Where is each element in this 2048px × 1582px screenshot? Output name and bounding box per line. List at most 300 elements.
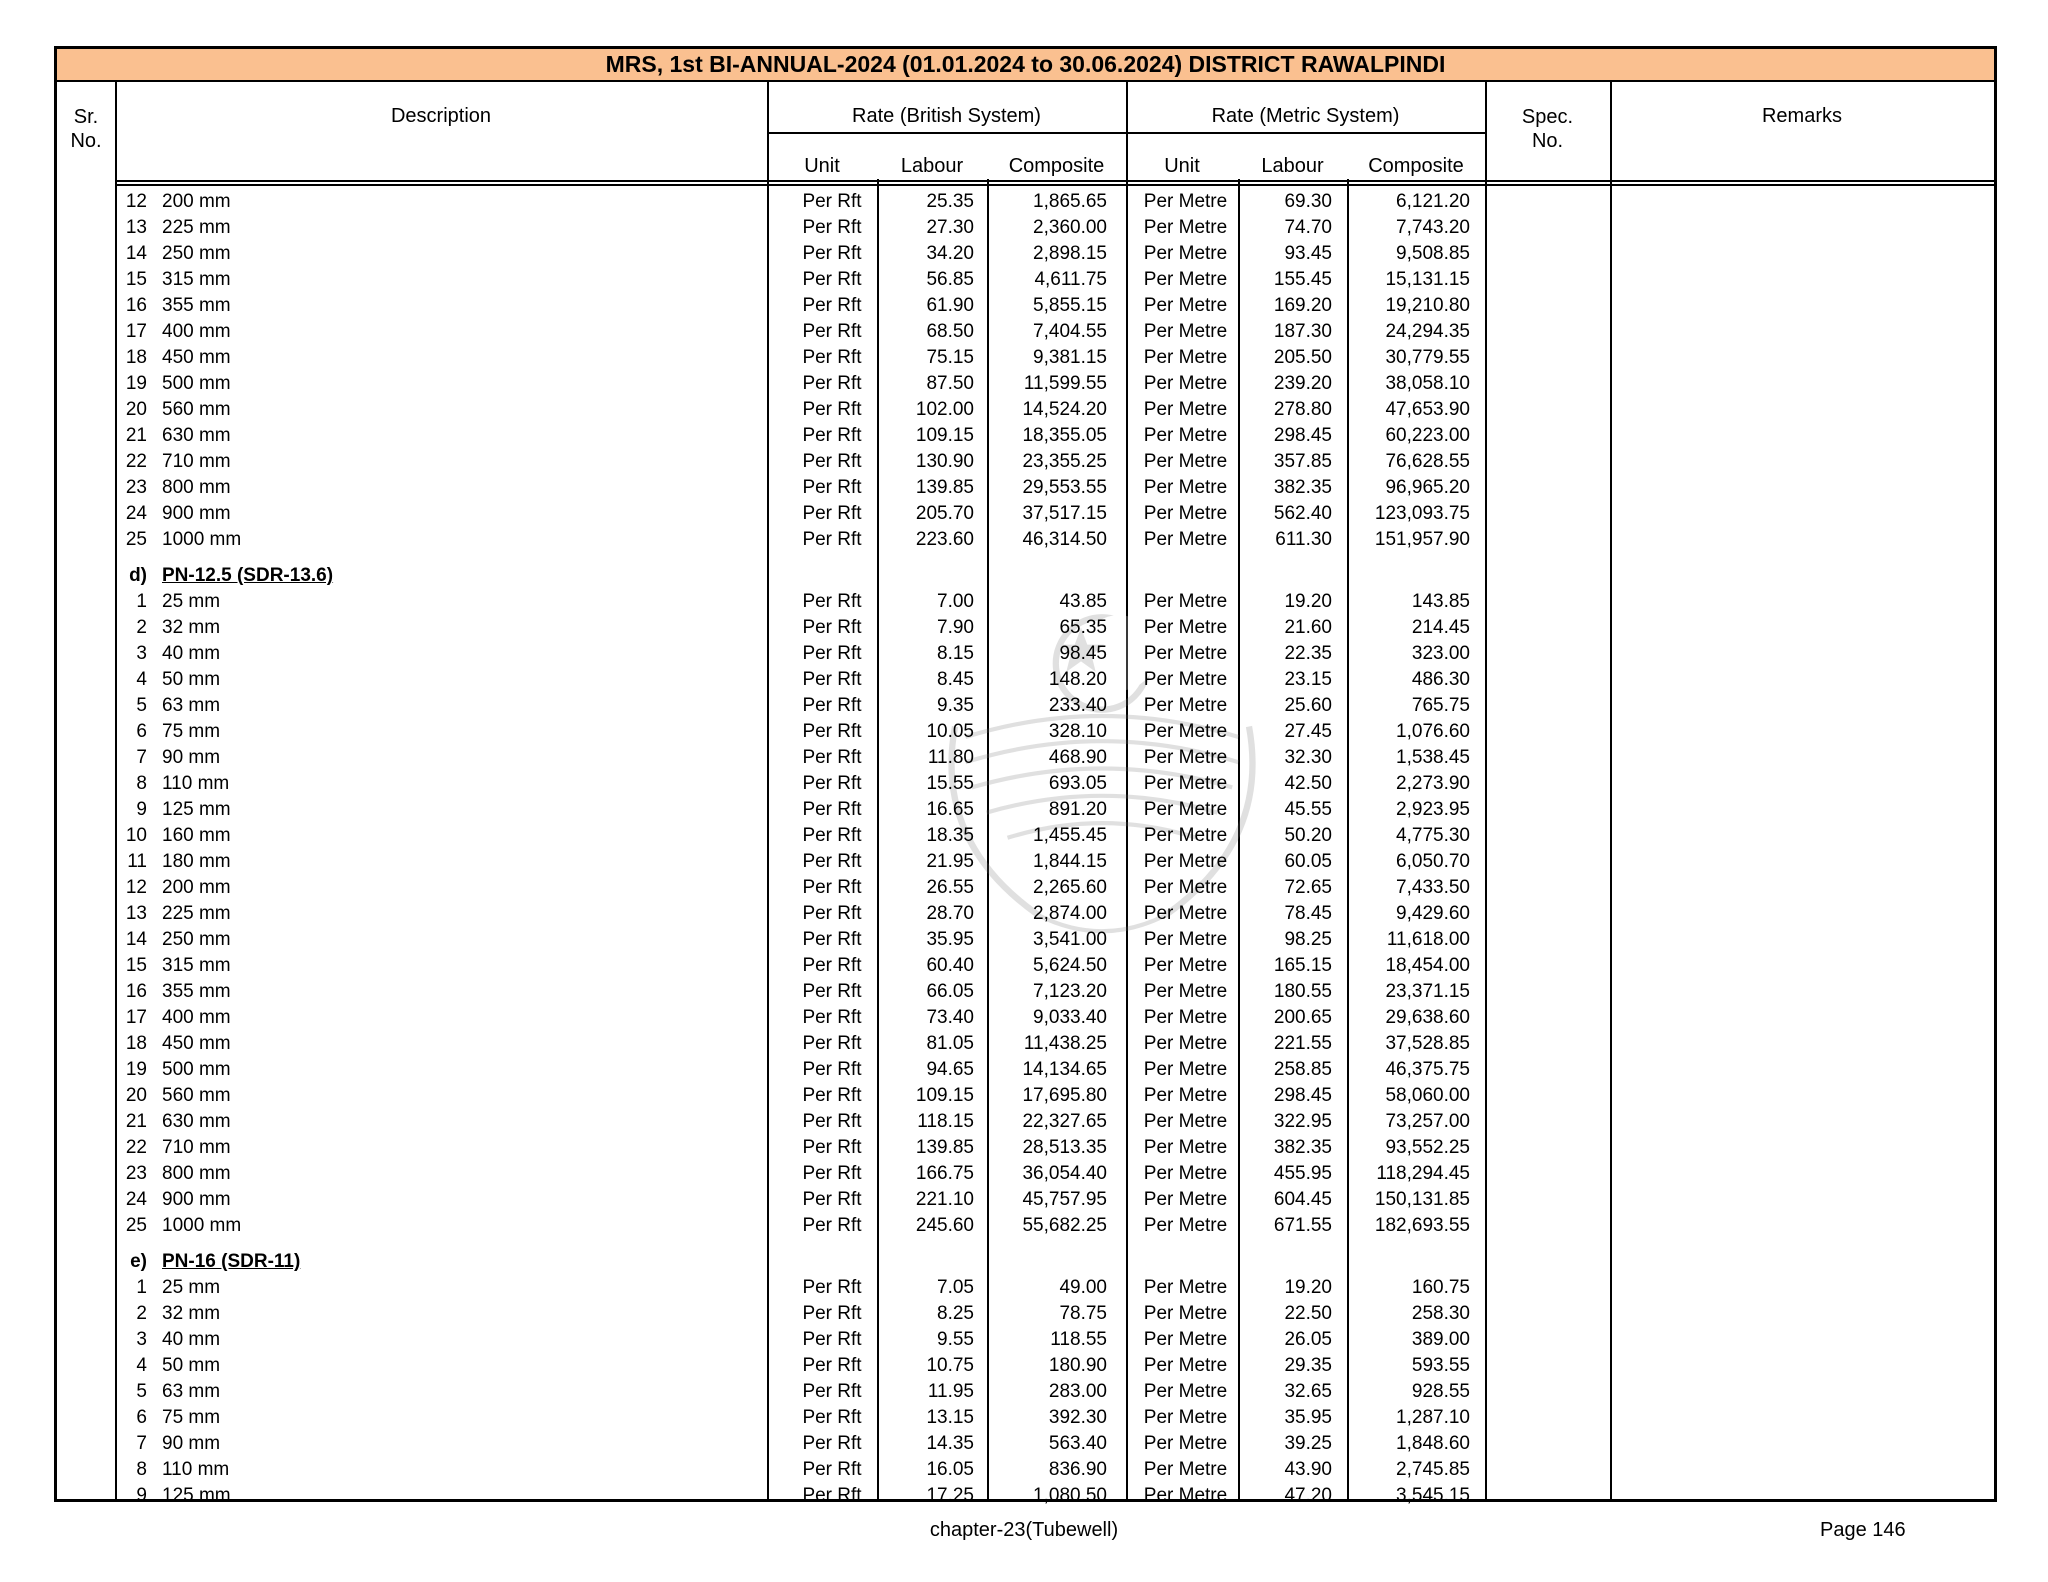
composite-metric-cell: 143.85: [1411, 591, 1470, 612]
sr-cell: 21: [125, 425, 147, 446]
unit-british-cell: Per Rft: [802, 347, 862, 368]
composite-british-cell: 2,265.60: [1033, 877, 1107, 898]
composite-metric-cell: 118,294.45: [1376, 1163, 1470, 1184]
unit-metric-cell: Per Metre: [1143, 1485, 1228, 1506]
unit-british-cell: Per Rft: [802, 217, 862, 238]
composite-british-cell: 1,865.65: [1033, 191, 1107, 212]
labour-british-cell: 21.95: [926, 851, 974, 872]
labour-british-cell: 9.55: [937, 1329, 974, 1350]
sr-cell: 20: [125, 399, 147, 420]
table-row: [57, 1379, 1994, 1405]
unit-british-cell: Per Rft: [802, 1355, 862, 1376]
sr-cell: 19: [125, 1059, 147, 1080]
table-row: [57, 1057, 1994, 1083]
labour-british-cell: 94.65: [926, 1059, 974, 1080]
labour-metric-cell: 43.90: [1284, 1459, 1332, 1480]
unit-metric-cell: Per Metre: [1143, 773, 1228, 794]
unit-british-cell: Per Rft: [802, 373, 862, 394]
composite-british-cell: 55,682.25: [1022, 1215, 1107, 1236]
description-cell: 225 mm: [162, 903, 231, 924]
description-cell: 180 mm: [162, 851, 231, 872]
header-divider: [767, 132, 1485, 134]
labour-british-cell: 27.30: [926, 217, 974, 238]
rate-table: [54, 46, 1997, 1506]
description-cell: 630 mm: [162, 1111, 231, 1132]
labour-metric-cell: 382.35: [1273, 1137, 1332, 1158]
table-row: [57, 371, 1994, 397]
composite-british-cell: 4,611.75: [1034, 269, 1107, 290]
sr-cell: 7: [136, 747, 147, 768]
unit-metric-cell: Per Metre: [1143, 825, 1228, 846]
labour-british-cell: 245.60: [915, 1215, 974, 1236]
unit-metric-cell: Per Metre: [1143, 851, 1228, 872]
labour-metric-cell: 23.15: [1284, 669, 1332, 690]
table-row: [57, 1187, 1994, 1213]
labour-british-cell: 130.90: [915, 451, 974, 472]
sr-cell: 13: [125, 903, 147, 924]
unit-metric-cell: Per Metre: [1143, 477, 1228, 498]
labour-british-cell: 87.50: [926, 373, 974, 394]
labour-metric-cell: 19.20: [1284, 1277, 1332, 1298]
labour-metric-cell: 22.50: [1284, 1303, 1332, 1324]
unit-metric-cell: Per Metre: [1143, 695, 1228, 716]
header-rate-metric: Rate (Metric System): [1211, 105, 1400, 127]
description-cell: 450 mm: [162, 347, 231, 368]
composite-metric-cell: 123,093.75: [1374, 503, 1470, 524]
sr-cell: 24: [125, 503, 147, 524]
header-remarks: Remarks: [1761, 105, 1842, 127]
description-cell: 250 mm: [162, 243, 231, 264]
description-cell: PN-16 (SDR-11): [162, 1251, 301, 1272]
labour-metric-cell: 322.95: [1273, 1111, 1332, 1132]
unit-british-cell: Per Rft: [802, 1329, 862, 1350]
composite-metric-cell: 486.30: [1411, 669, 1470, 690]
labour-metric-cell: 671.55: [1273, 1215, 1332, 1236]
unit-metric-cell: Per Metre: [1143, 373, 1228, 394]
composite-british-cell: 118.55: [1050, 1329, 1107, 1350]
description-cell: 710 mm: [162, 1137, 231, 1158]
composite-british-cell: 2,898.15: [1033, 243, 1107, 264]
unit-british-cell: Per Rft: [802, 721, 862, 742]
unit-metric-cell: Per Metre: [1143, 425, 1228, 446]
table-row: [57, 241, 1994, 267]
composite-british-cell: 468.90: [1048, 747, 1107, 768]
composite-british-cell: 328.10: [1048, 721, 1107, 742]
unit-british-cell: Per Rft: [802, 851, 862, 872]
labour-metric-cell: 298.45: [1273, 1085, 1332, 1106]
unit-british-cell: Per Rft: [802, 1007, 862, 1028]
description-cell: 630 mm: [162, 425, 231, 446]
table-row: [57, 1135, 1994, 1161]
description-cell: 560 mm: [162, 1085, 231, 1106]
unit-metric-cell: Per Metre: [1143, 1303, 1228, 1324]
sr-cell: 9: [136, 1485, 147, 1506]
description-cell: PN-12.5 (SDR-13.6): [162, 565, 334, 586]
description-cell: 900 mm: [162, 1189, 231, 1210]
unit-british-cell: Per Rft: [802, 529, 862, 550]
sr-cell: 5: [136, 1381, 147, 1402]
description-cell: 1000 mm: [162, 529, 242, 550]
labour-metric-cell: 93.45: [1284, 243, 1332, 264]
unit-metric-cell: Per Metre: [1143, 1407, 1228, 1428]
composite-british-cell: 1,080.50: [1033, 1485, 1107, 1506]
table-row: [57, 1327, 1994, 1353]
table-row: [57, 953, 1994, 979]
labour-metric-cell: 239.20: [1273, 373, 1332, 394]
labour-metric-cell: 562.40: [1273, 503, 1332, 524]
unit-british-cell: Per Rft: [802, 1085, 862, 1106]
unit-metric-cell: Per Metre: [1143, 1459, 1228, 1480]
sr-cell: 18: [125, 347, 147, 368]
sr-cell: 1: [136, 591, 147, 612]
unit-british-cell: Per Rft: [802, 1381, 862, 1402]
composite-british-cell: 11,438.25: [1023, 1033, 1107, 1054]
sr-cell: 10: [125, 825, 147, 846]
composite-british-cell: 45,757.95: [1022, 1189, 1107, 1210]
composite-british-cell: 29,553.55: [1022, 477, 1107, 498]
table-row: [57, 1275, 1994, 1301]
unit-british-cell: Per Rft: [802, 1059, 862, 1080]
composite-metric-cell: 2,923.95: [1396, 799, 1470, 820]
description-cell: 500 mm: [162, 373, 231, 394]
composite-british-cell: 1,455.45: [1033, 825, 1107, 846]
composite-british-cell: 28,513.35: [1022, 1137, 1107, 1158]
labour-metric-cell: 60.05: [1284, 851, 1332, 872]
sr-cell: 13: [125, 217, 147, 238]
table-row: [57, 527, 1994, 553]
composite-metric-cell: 47,653.90: [1385, 399, 1470, 420]
unit-metric-cell: Per Metre: [1143, 1215, 1228, 1236]
labour-metric-cell: 169.20: [1273, 295, 1332, 316]
description-cell: 160 mm: [162, 825, 231, 846]
table-row: [57, 1353, 1994, 1379]
unit-british-cell: Per Rft: [802, 1277, 862, 1298]
description-cell: 200 mm: [162, 191, 231, 212]
labour-metric-cell: 382.35: [1273, 477, 1332, 498]
unit-metric-cell: Per Metre: [1143, 1111, 1228, 1132]
footer-page-number: Page 146: [1820, 1519, 1906, 1541]
labour-metric-cell: 47.20: [1284, 1485, 1332, 1506]
sr-cell: 3: [136, 643, 147, 664]
unit-british-cell: Per Rft: [802, 269, 862, 290]
unit-british-cell: Per Rft: [802, 617, 862, 638]
sr-cell: 16: [125, 295, 147, 316]
unit-metric-cell: Per Metre: [1143, 1381, 1228, 1402]
table-row: [57, 293, 1994, 319]
unit-metric-cell: Per Metre: [1143, 903, 1228, 924]
composite-metric-cell: 23,371.15: [1385, 981, 1470, 1002]
unit-metric-cell: Per Metre: [1143, 1277, 1228, 1298]
sr-cell: 18: [125, 1033, 147, 1054]
labour-metric-cell: 205.50: [1273, 347, 1332, 368]
unit-british-cell: Per Rft: [802, 1407, 862, 1428]
labour-british-cell: 10.05: [926, 721, 974, 742]
description-cell: 50 mm: [162, 1355, 221, 1376]
table-row: [57, 267, 1994, 293]
unit-metric-cell: Per Metre: [1143, 1007, 1228, 1028]
labour-british-cell: 35.95: [926, 929, 974, 950]
labour-british-cell: 109.15: [915, 1085, 974, 1106]
composite-british-cell: 3,541.00: [1033, 929, 1107, 950]
unit-metric-cell: Per Metre: [1143, 399, 1228, 420]
composite-metric-cell: 593.55: [1411, 1355, 1470, 1376]
composite-metric-cell: 24,294.35: [1385, 321, 1470, 342]
labour-british-cell: 73.40: [926, 1007, 974, 1028]
composite-british-cell: 7,123.20: [1033, 981, 1107, 1002]
sr-cell: d): [129, 565, 147, 586]
description-cell: 400 mm: [162, 1007, 231, 1028]
table-row: [57, 345, 1994, 371]
labour-british-cell: 61.90: [926, 295, 974, 316]
labour-british-cell: 11.95: [927, 1381, 974, 1402]
sr-cell: 12: [125, 191, 147, 212]
labour-metric-cell: 74.70: [1284, 217, 1332, 238]
labour-metric-cell: 21.60: [1284, 617, 1332, 638]
table-row: [57, 475, 1994, 501]
unit-british-cell: Per Rft: [802, 451, 862, 472]
unit-british-cell: Per Rft: [802, 399, 862, 420]
composite-british-cell: 22,327.65: [1022, 1111, 1107, 1132]
labour-british-cell: 102.00: [915, 399, 974, 420]
labour-british-cell: 17.25: [926, 1485, 974, 1506]
composite-british-cell: 9,381.15: [1033, 347, 1107, 368]
unit-metric-cell: Per Metre: [1143, 1355, 1228, 1376]
sr-cell: 25: [125, 529, 147, 550]
description-cell: 63 mm: [162, 695, 221, 716]
composite-metric-cell: 3,545.15: [1396, 1485, 1470, 1506]
header-unit-metric: Unit: [1164, 155, 1200, 177]
unit-british-cell: Per Rft: [802, 747, 862, 768]
unit-british-cell: Per Rft: [802, 643, 862, 664]
unit-british-cell: Per Rft: [802, 321, 862, 342]
labour-british-cell: 223.60: [915, 529, 974, 550]
composite-british-cell: 49.00: [1059, 1277, 1107, 1298]
unit-metric-cell: Per Metre: [1143, 981, 1228, 1002]
unit-metric-cell: Per Metre: [1143, 529, 1228, 550]
labour-metric-cell: 165.15: [1273, 955, 1332, 976]
unit-metric-cell: Per Metre: [1143, 591, 1228, 612]
unit-metric-cell: Per Metre: [1143, 1163, 1228, 1184]
unit-british-cell: Per Rft: [802, 1459, 862, 1480]
unit-british-cell: Per Rft: [802, 695, 862, 716]
unit-metric-cell: Per Metre: [1143, 347, 1228, 368]
description-cell: 450 mm: [162, 1033, 231, 1054]
unit-metric-cell: Per Metre: [1143, 1059, 1228, 1080]
description-cell: 90 mm: [162, 1433, 221, 1454]
table-row: [57, 449, 1994, 475]
composite-metric-cell: 9,508.85: [1396, 243, 1470, 264]
labour-british-cell: 68.50: [926, 321, 974, 342]
composite-metric-cell: 214.45: [1411, 617, 1470, 638]
description-cell: 500 mm: [162, 1059, 231, 1080]
composite-metric-cell: 323.00: [1411, 643, 1470, 664]
description-cell: 110 mm: [162, 773, 230, 794]
labour-british-cell: 8.45: [937, 669, 974, 690]
labour-british-cell: 205.70: [915, 503, 974, 524]
labour-british-cell: 7.00: [937, 591, 974, 612]
labour-metric-cell: 298.45: [1273, 425, 1332, 446]
composite-british-cell: 78.75: [1059, 1303, 1107, 1324]
labour-british-cell: 16.65: [926, 799, 974, 820]
composite-metric-cell: 18,454.00: [1385, 955, 1470, 976]
composite-british-cell: 693.05: [1048, 773, 1107, 794]
unit-metric-cell: Per Metre: [1143, 1033, 1228, 1054]
sr-cell: 7: [136, 1433, 147, 1454]
unit-metric-cell: Per Metre: [1143, 1189, 1228, 1210]
labour-metric-cell: 69.30: [1284, 191, 1332, 212]
header-labour-british: Labour: [900, 155, 964, 177]
table-row: [57, 1161, 1994, 1187]
sr-cell: 5: [136, 695, 147, 716]
labour-british-cell: 56.85: [926, 269, 974, 290]
labour-british-cell: 109.15: [915, 425, 974, 446]
description-cell: 50 mm: [162, 669, 221, 690]
header-divider: [115, 184, 1994, 186]
description-cell: 125 mm: [162, 799, 231, 820]
composite-metric-cell: 30,779.55: [1385, 347, 1470, 368]
labour-metric-cell: 25.60: [1284, 695, 1332, 716]
header-labour-metric: Labour: [1261, 155, 1324, 177]
header-sr-no: Sr. No.: [70, 106, 102, 152]
unit-metric-cell: Per Metre: [1143, 877, 1228, 898]
labour-metric-cell: 78.45: [1284, 903, 1332, 924]
sr-cell: 3: [136, 1329, 147, 1350]
description-cell: 63 mm: [162, 1381, 221, 1402]
unit-british-cell: Per Rft: [802, 669, 862, 690]
unit-british-cell: Per Rft: [802, 825, 862, 846]
description-cell: 710 mm: [162, 451, 231, 472]
table-row: [57, 719, 1994, 745]
composite-british-cell: 23,355.25: [1022, 451, 1107, 472]
unit-british-cell: Per Rft: [802, 243, 862, 264]
labour-british-cell: 66.05: [926, 981, 974, 1002]
labour-metric-cell: 98.25: [1284, 929, 1332, 950]
sr-cell: 8: [136, 1459, 147, 1480]
composite-british-cell: 43.85: [1059, 591, 1107, 612]
composite-metric-cell: 7,433.50: [1396, 877, 1470, 898]
sr-cell: 2: [136, 617, 147, 638]
table-row: [57, 1109, 1994, 1135]
sr-cell: 9: [136, 799, 147, 820]
header-composite-metric: Composite: [1368, 155, 1464, 177]
composite-british-cell: 5,624.50: [1033, 955, 1107, 976]
composite-metric-cell: 2,273.90: [1396, 773, 1470, 794]
labour-metric-cell: 72.65: [1284, 877, 1332, 898]
description-cell: 75 mm: [162, 1407, 221, 1428]
sr-cell: 19: [125, 373, 147, 394]
labour-metric-cell: 35.95: [1284, 1407, 1332, 1428]
sr-cell: 4: [136, 669, 147, 690]
unit-metric-cell: Per Metre: [1143, 1329, 1228, 1350]
composite-metric-cell: 38,058.10: [1385, 373, 1470, 394]
table-row: [57, 215, 1994, 241]
labour-british-cell: 8.25: [937, 1303, 974, 1324]
labour-british-cell: 25.35: [926, 191, 974, 212]
description-cell: 315 mm: [162, 269, 231, 290]
description-cell: 25 mm: [162, 591, 221, 612]
unit-british-cell: Per Rft: [802, 191, 862, 212]
header-description: Description: [390, 105, 492, 127]
labour-metric-cell: 27.45: [1284, 721, 1332, 742]
table-row: [57, 901, 1994, 927]
unit-metric-cell: Per Metre: [1143, 191, 1228, 212]
unit-metric-cell: Per Metre: [1143, 217, 1228, 238]
unit-metric-cell: Per Metre: [1143, 1085, 1228, 1106]
composite-metric-cell: 1,538.45: [1396, 747, 1470, 768]
composite-british-cell: 233.40: [1048, 695, 1107, 716]
unit-metric-cell: Per Metre: [1143, 799, 1228, 820]
description-cell: 800 mm: [162, 1163, 231, 1184]
composite-metric-cell: 58,060.00: [1385, 1085, 1470, 1106]
sr-cell: 16: [125, 981, 147, 1002]
labour-metric-cell: 258.85: [1273, 1059, 1332, 1080]
labour-british-cell: 81.05: [926, 1033, 974, 1054]
labour-british-cell: 60.40: [926, 955, 974, 976]
description-cell: 250 mm: [162, 929, 231, 950]
sr-cell: 22: [125, 451, 147, 472]
composite-metric-cell: 6,050.70: [1396, 851, 1470, 872]
unit-british-cell: Per Rft: [802, 955, 862, 976]
composite-metric-cell: 46,375.75: [1385, 1059, 1470, 1080]
description-cell: 400 mm: [162, 321, 231, 342]
unit-metric-cell: Per Metre: [1143, 243, 1228, 264]
labour-metric-cell: 357.85: [1273, 451, 1332, 472]
sr-cell: 11: [127, 851, 147, 872]
composite-metric-cell: 96,965.20: [1385, 477, 1470, 498]
unit-british-cell: Per Rft: [802, 1433, 862, 1454]
sr-cell: 1: [136, 1277, 147, 1298]
unit-metric-cell: Per Metre: [1143, 321, 1228, 342]
table-row: [57, 501, 1994, 527]
composite-metric-cell: 37,528.85: [1385, 1033, 1470, 1054]
composite-british-cell: 14,524.20: [1022, 399, 1107, 420]
composite-metric-cell: 150,131.85: [1374, 1189, 1470, 1210]
sr-cell: 2: [136, 1303, 147, 1324]
unit-british-cell: Per Rft: [802, 295, 862, 316]
labour-metric-cell: 187.30: [1273, 321, 1332, 342]
labour-british-cell: 139.85: [915, 477, 974, 498]
labour-metric-cell: 200.65: [1273, 1007, 1332, 1028]
labour-british-cell: 7.90: [937, 617, 974, 638]
composite-metric-cell: 928.55: [1411, 1381, 1470, 1402]
description-cell: 560 mm: [162, 399, 231, 420]
description-cell: 315 mm: [162, 955, 231, 976]
description-cell: 40 mm: [162, 643, 221, 664]
table-row: [57, 1405, 1994, 1431]
table-row: [57, 1301, 1994, 1327]
sr-cell: 8: [136, 773, 147, 794]
labour-metric-cell: 455.95: [1273, 1163, 1332, 1184]
labour-british-cell: 11.80: [927, 747, 974, 768]
labour-metric-cell: 155.45: [1273, 269, 1332, 290]
description-cell: 40 mm: [162, 1329, 221, 1350]
labour-british-cell: 13.15: [926, 1407, 974, 1428]
unit-metric-cell: Per Metre: [1143, 503, 1228, 524]
composite-british-cell: 180.90: [1048, 1355, 1107, 1376]
table-row: [57, 1031, 1994, 1057]
table-row: [57, 615, 1994, 641]
labour-british-cell: 166.75: [915, 1163, 974, 1184]
unit-metric-cell: Per Metre: [1143, 1137, 1228, 1158]
composite-british-cell: 148.20: [1048, 669, 1107, 690]
composite-british-cell: 836.90: [1048, 1459, 1107, 1480]
composite-british-cell: 891.20: [1048, 799, 1107, 820]
table-row: [57, 797, 1994, 823]
unit-british-cell: Per Rft: [802, 773, 862, 794]
labour-metric-cell: 39.25: [1284, 1433, 1332, 1454]
unit-british-cell: Per Rft: [802, 1137, 862, 1158]
composite-metric-cell: 2,745.85: [1396, 1459, 1470, 1480]
